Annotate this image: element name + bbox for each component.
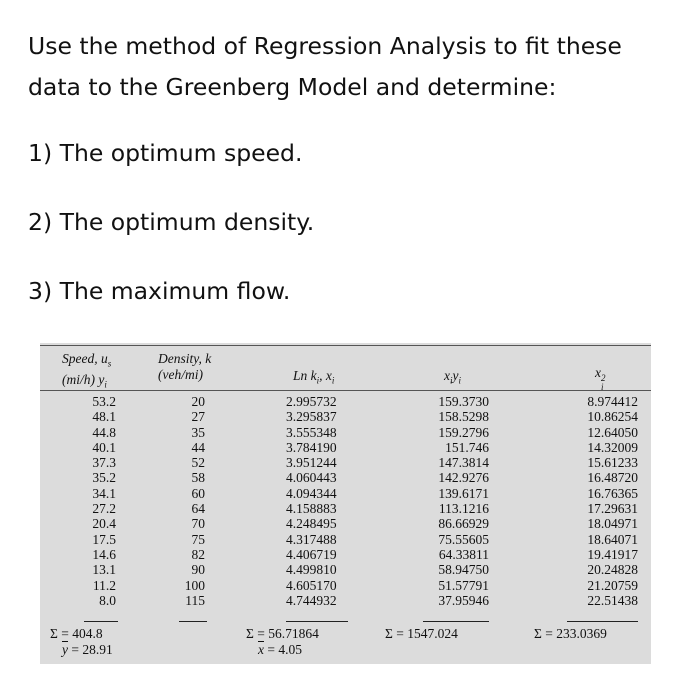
question-text — [28, 26, 668, 340]
cell-xy: 37.95946 — [438, 592, 489, 608]
cell-speed: 20.4 — [92, 516, 116, 532]
cell-density: 64 — [191, 501, 205, 517]
cell-speed: 40.1 — [92, 439, 116, 455]
cell-density: 90 — [191, 562, 205, 578]
header-ln: Ln $k_i$, $x_i$ — [293, 368, 335, 386]
regression-table — [40, 343, 651, 664]
cell-x2: 22.51438 — [587, 592, 638, 608]
cell-density: 35 — [191, 424, 205, 440]
cell-density: 20 — [191, 394, 205, 409]
column-xy — [423, 394, 489, 608]
cell-ln_k: 3.784190 — [286, 439, 337, 455]
table-top-rule — [40, 345, 651, 346]
cell-ln_k: 4.094344 — [286, 485, 337, 501]
cell-x2: 19.41917 — [587, 546, 638, 562]
cell-speed: 13.1 — [92, 562, 116, 578]
ln-mean: $\overline{x} = 4.05$ — [258, 642, 302, 657]
cell-density: 115 — [185, 592, 205, 608]
cell-speed: 53.2 — [92, 394, 116, 409]
cell-xy: 86.66929 — [438, 516, 489, 532]
cell-speed: 14.6 — [92, 546, 116, 562]
speed-mean: $\overline{y} = 28.91$ — [62, 642, 113, 657]
cell-xy: 158.5298 — [438, 409, 489, 425]
cell-x2: 16.48720 — [587, 470, 638, 486]
xy-underline — [423, 621, 489, 622]
cell-ln_k: 4.744932 — [286, 592, 337, 608]
cell-x2: 8.974412 — [587, 394, 638, 409]
cell-speed: 11.2 — [92, 577, 116, 593]
ln-sum: Σ = 56.71864 — [246, 626, 319, 641]
header-density: Density, k (veh/mi) — [158, 351, 212, 382]
cell-ln_k: 4.605170 — [286, 577, 337, 593]
cell-xy: 58.94750 — [438, 562, 489, 578]
cell-xy: 113.1216 — [438, 501, 489, 517]
cell-density: 52 — [191, 455, 205, 471]
cell-speed: 44.8 — [92, 424, 116, 440]
cell-ln_k: 2.995732 — [286, 394, 337, 409]
cell-density: 60 — [191, 485, 205, 501]
cell-density: 82 — [191, 546, 205, 562]
x2-sum: Σ = 233.0369 — [534, 626, 607, 641]
cell-density: 58 — [191, 470, 205, 486]
speed-underline — [84, 621, 118, 622]
cell-x2: 18.04971 — [587, 516, 638, 532]
cell-x2: 10.86254 — [587, 409, 638, 425]
cell-speed: 17.5 — [92, 531, 116, 547]
cell-speed: 8.0 — [99, 592, 116, 608]
cell-xy: 64.33811 — [438, 546, 489, 562]
cell-x2: 21.20759 — [587, 577, 638, 593]
question-item-1: 1) The optimum speed. — [28, 139, 303, 167]
column-density — [177, 394, 205, 608]
density-underline — [179, 621, 207, 622]
cell-xy: 159.3730 — [438, 394, 489, 409]
cell-x2: 12.64050 — [587, 424, 638, 440]
xy-sum: Σ = 1547.024 — [385, 626, 458, 641]
x2-underline — [567, 621, 638, 622]
cell-density: 70 — [191, 516, 205, 532]
cell-xy: 139.6171 — [438, 485, 489, 501]
column-x2 — [567, 394, 638, 608]
ln-underline — [286, 621, 348, 622]
cell-density: 44 — [191, 439, 205, 455]
cell-xy: 142.9276 — [438, 470, 489, 486]
cell-x2: 14.32009 — [587, 439, 638, 455]
cell-ln_k: 4.060443 — [286, 470, 337, 486]
header-speed: Speed, $u_s$ (mi/h) $y_i$ — [62, 351, 112, 390]
cell-xy: 51.57791 — [438, 577, 489, 593]
cell-ln_k: 3.295837 — [286, 409, 337, 425]
header-x2: x 2 i — [595, 365, 606, 392]
cell-xy: 159.2796 — [438, 424, 489, 440]
cell-speed: 35.2 — [92, 470, 116, 486]
cell-ln_k: 4.158883 — [286, 501, 337, 517]
cell-ln_k: 4.406719 — [286, 546, 337, 562]
question-intro: Use the method of Regression Analysis to fit these data to the Greenberg Model and determine: — [28, 32, 622, 101]
cell-xy: 151.746 — [445, 439, 489, 455]
question-item-3: 3) The maximum flow. — [28, 277, 291, 305]
cell-speed: 27.2 — [92, 501, 116, 517]
cell-x2: 18.64071 — [587, 531, 638, 547]
cell-density: 75 — [191, 531, 205, 547]
question-item-2: 2) The optimum density. — [28, 208, 315, 236]
cell-xy: 147.3814 — [438, 455, 489, 471]
cell-x2: 17.29631 — [587, 501, 638, 517]
cell-density: 100 — [184, 577, 205, 593]
cell-x2: 15.61233 — [587, 455, 638, 471]
cell-speed: 48.1 — [92, 409, 116, 425]
cell-density: 27 — [191, 409, 205, 425]
cell-xy: 75.55605 — [438, 531, 489, 547]
column-speed — [82, 394, 116, 608]
cell-ln_k: 4.499810 — [286, 562, 337, 578]
cell-speed: 37.3 — [92, 455, 116, 471]
column-ln — [286, 394, 348, 608]
cell-ln_k: 4.248495 — [286, 516, 337, 532]
cell-ln_k: 3.951244 — [286, 455, 337, 471]
cell-speed: 34.1 — [92, 485, 116, 501]
cell-x2: 16.76365 — [587, 485, 638, 501]
cell-ln_k: 3.555348 — [286, 424, 337, 440]
table-header-rule — [40, 390, 651, 391]
speed-sum: Σ = 404.8 — [50, 626, 103, 641]
header-xy: $x_iy_i$ — [444, 368, 462, 386]
cell-ln_k: 4.317488 — [286, 531, 337, 547]
cell-x2: 20.24828 — [587, 562, 638, 578]
